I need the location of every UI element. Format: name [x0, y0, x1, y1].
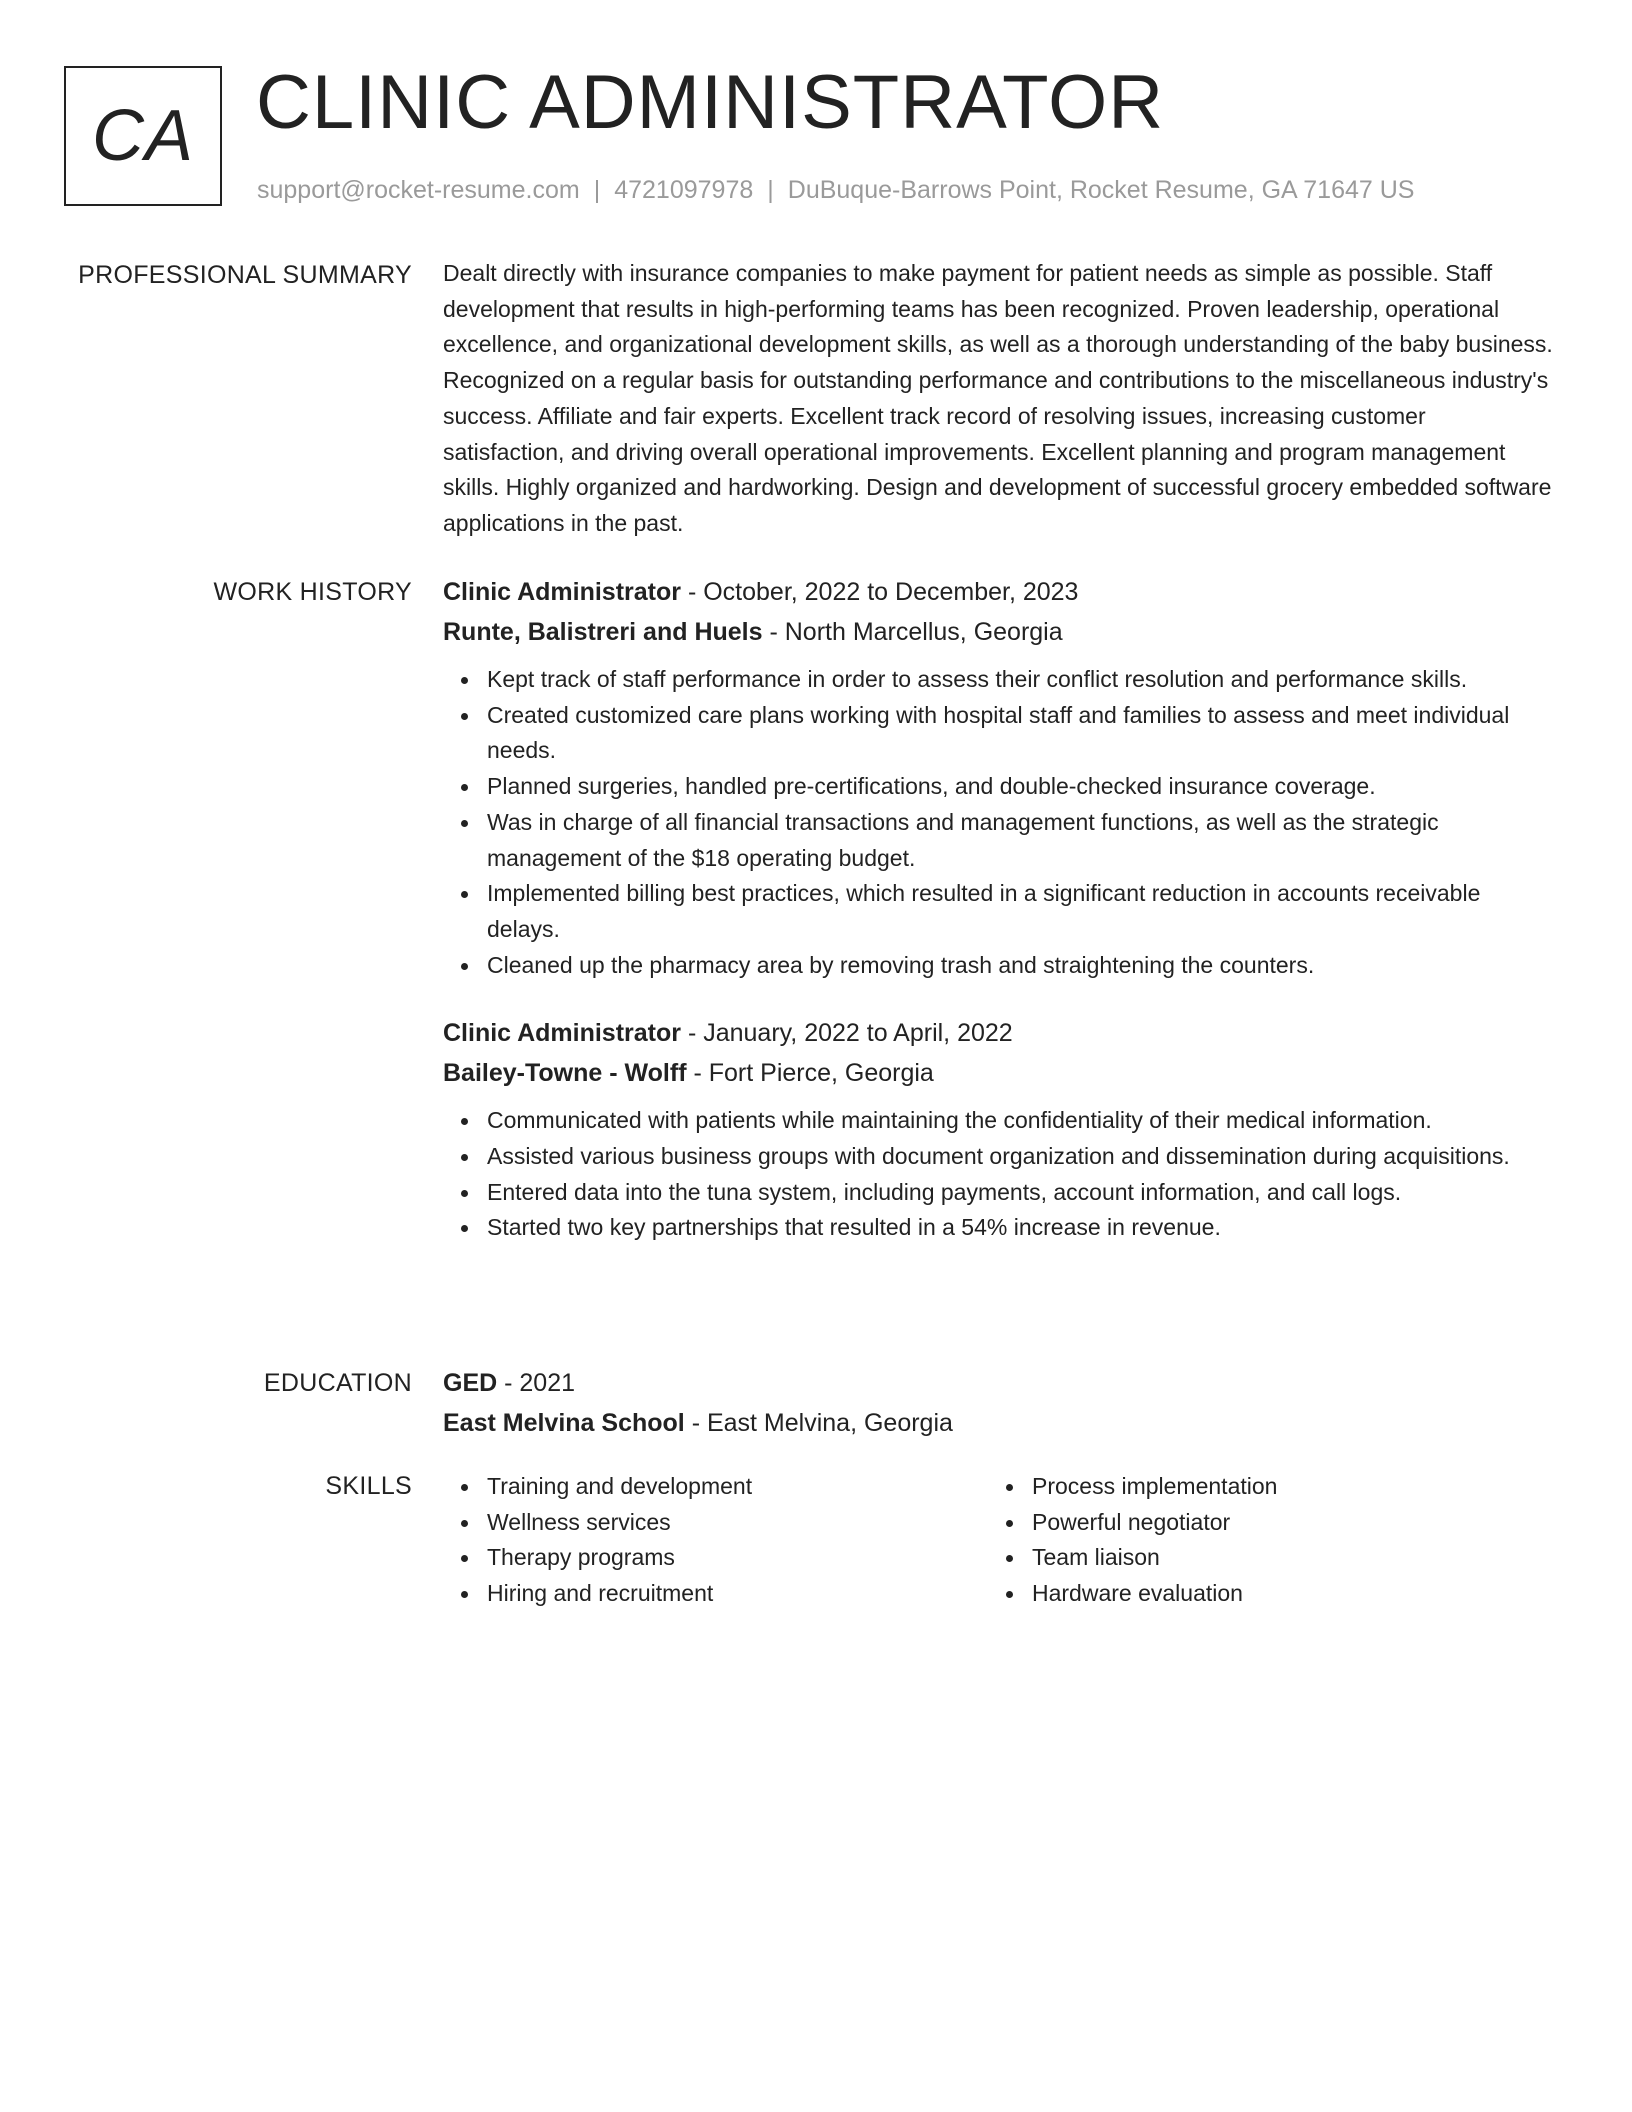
summary-text: Dealt directly with insurance companies to make payment for patient needs as simple as possible. Staff development that results in high-performing teams has been recognized. Proven leadership, operational excellence, and organizational development skills, as well as a thorough understanding of the baby business. Recognized on a regular basis for outstanding performance and contributions to the miscellaneous industry's success. Affiliate and fair experts. Excellent track record of resolving issues, increasing customer satisfaction, and driving overall operational improvements. Excellent planning and program management skills. Highly organized and hardworking. Design and development of successful grocery embedded software applications in the past. — [443, 260, 1553, 536]
contact-phone: 4721097978 — [614, 176, 754, 204]
resume-title: CLINIC ADMINISTRATOR — [256, 60, 1165, 145]
list-item: Assisted various business groups with document organization and dissemination during acquisitions. — [487, 1139, 1553, 1175]
list-item: Cleaned up the pharmacy area by removing trash and straightening the counters. — [487, 948, 1553, 984]
job-location: - Fort Pierce, Georgia — [686, 1059, 934, 1088]
skills-heading: SKILLS — [325, 1472, 412, 1500]
skill-item: Process implementation — [1032, 1469, 1533, 1505]
list-item: Started two key partnerships that resulted in a 54% increase in revenue. — [487, 1210, 1553, 1246]
skills-column-left — [443, 1469, 988, 1612]
contact-separator: | — [767, 176, 774, 204]
job-company: Bailey-Towne - Wolff — [443, 1059, 687, 1088]
job-title: Clinic Administrator — [443, 578, 681, 606]
job-title-line — [443, 572, 1553, 612]
skill-item: Training and development — [487, 1469, 988, 1505]
skills-list — [443, 1469, 988, 1612]
skill-item: Hardware evaluation — [1032, 1576, 1533, 1612]
job-title: Clinic Administrator — [443, 1019, 681, 1048]
job-entry — [443, 572, 1553, 983]
monogram-initials: CA — [91, 96, 195, 176]
list-item: Kept track of staff performance in order to assess their conflict resolution and performance skills. — [487, 662, 1553, 698]
education-heading: EDUCATION — [263, 1369, 412, 1397]
summary-body — [443, 256, 1553, 542]
work-history-body — [443, 572, 1553, 1246]
skills-columns — [443, 1469, 1553, 1612]
job-entry — [443, 1013, 1553, 1246]
contact-address: DuBuque-Barrows Point, Rocket Resume, GA 71647 US — [787, 176, 1415, 204]
skills-column-right — [988, 1469, 1533, 1612]
work-history-heading: WORK HISTORY — [213, 578, 412, 606]
job-duties-list — [443, 662, 1553, 983]
list-item: Communicated with patients while maintaining the confidentiality of their medical information. — [487, 1103, 1553, 1139]
education-school: East Melvina School — [443, 1409, 685, 1437]
list-item: Was in charge of all financial transactions and management functions, as well as the strategic management of the $18 operating budget. — [487, 805, 1553, 876]
education-degree-line — [443, 1363, 1553, 1403]
skill-item: Team liaison — [1032, 1540, 1533, 1576]
job-company: Runte, Balistreri and Huels — [443, 618, 763, 646]
education-degree: GED — [443, 1369, 498, 1397]
job-duties-list — [443, 1103, 1553, 1246]
list-item: Entered data into the tuna system, including payments, account information, and call logs. — [487, 1175, 1553, 1211]
education-location: - East Melvina, Georgia — [684, 1409, 953, 1437]
job-company-line — [443, 612, 1553, 652]
job-dates: - October, 2022 to December, 2023 — [681, 578, 1079, 606]
monogram-box — [64, 66, 222, 206]
contact-line — [257, 173, 1414, 207]
contact-separator: | — [593, 176, 601, 204]
education-school-line — [443, 1403, 1553, 1443]
education-year: - 2021 — [497, 1369, 576, 1397]
job-dates: - January, 2022 to April, 2022 — [681, 1019, 1013, 1048]
job-location: - North Marcellus, Georgia — [762, 618, 1063, 646]
skill-item: Powerful negotiator — [1032, 1505, 1533, 1541]
list-item: Planned surgeries, handled pre-certifications, and double-checked insurance coverage. — [487, 769, 1553, 805]
job-title-line — [443, 1013, 1553, 1053]
job-company-line — [443, 1053, 1553, 1093]
skill-item: Wellness services — [487, 1505, 988, 1541]
list-item: Implemented billing best practices, which resulted in a significant reduction in accounts receivable delays. — [487, 876, 1553, 947]
skill-item: Therapy programs — [487, 1540, 988, 1576]
skills-body — [443, 1469, 1553, 1612]
list-item: Created customized care plans working with hospital staff and families to assess and meet individual needs. — [487, 698, 1553, 769]
skill-item: Hiring and recruitment — [487, 1576, 988, 1612]
summary-heading: PROFESSIONAL SUMMARY — [78, 261, 412, 289]
education-body — [443, 1363, 1553, 1443]
skills-list — [988, 1469, 1533, 1612]
contact-email: support@rocket-resume.com — [257, 176, 580, 204]
